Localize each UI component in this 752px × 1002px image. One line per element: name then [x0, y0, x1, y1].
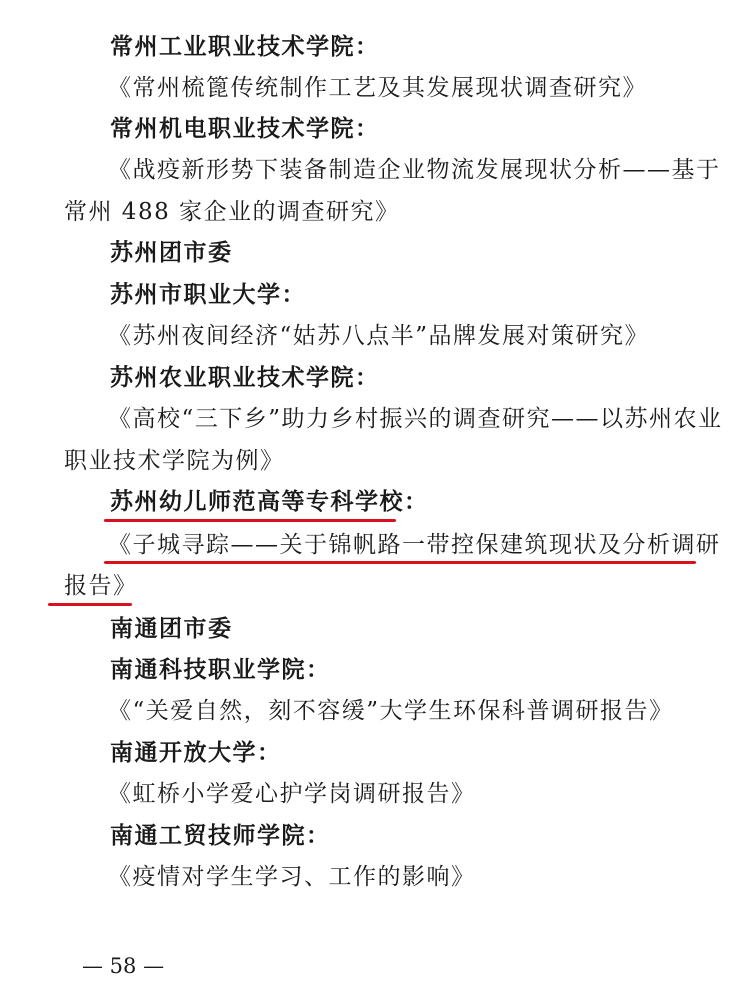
org-name: 南通科技职业学院： [110, 656, 331, 683]
org-name: 南通团市委 [110, 615, 233, 642]
report-title: 《苏州夜间经济“姑苏八点半”品牌发展对策研究》 [108, 323, 650, 349]
report-title-continued: 常州 488 家企业的调查研究》 [64, 199, 400, 225]
org-name-highlighted: 苏州幼儿师范高等专科学校： [110, 488, 429, 515]
report-title: 《疫情对学生学习、工作的影响》 [108, 864, 476, 890]
report-title-continued-highlighted: 报告》 [64, 573, 138, 599]
page-number: — 58 — [82, 954, 165, 978]
highlight-underline [48, 603, 132, 606]
report-title: 《常州梳篦传统制作工艺及其发展现状调查研究》 [108, 75, 647, 101]
org-name: 南通工贸技师学院： [110, 822, 331, 849]
report-title: 《战疫新形势下装备制造企业物流发展现状分析——基于 [108, 157, 721, 183]
org-name: 苏州团市委 [110, 239, 233, 266]
report-title: 《“关爱自然，刻不容缓”大学生环保科普调研报告》 [108, 698, 674, 724]
org-name: 苏州农业职业技术学院： [110, 364, 380, 391]
org-name: 常州工业职业技术学院： [110, 33, 380, 60]
report-title: 《虹桥小学爱心护学岗调研报告》 [108, 781, 476, 807]
highlight-underline [104, 561, 696, 564]
org-name: 常州机电职业技术学院： [110, 115, 380, 142]
highlight-underline [104, 519, 396, 522]
report-title: 《高校“三下乡”助力乡村振兴的调查研究——以苏州农业 [108, 406, 723, 432]
org-name: 苏州市职业大学： [110, 281, 306, 308]
report-title-highlighted: 《子城寻踪——关于锦帆路一带控保建筑现状及分析调研 [108, 532, 721, 558]
org-name: 南通开放大学： [110, 739, 282, 766]
report-title-continued: 职业技术学院为例》 [64, 448, 285, 474]
